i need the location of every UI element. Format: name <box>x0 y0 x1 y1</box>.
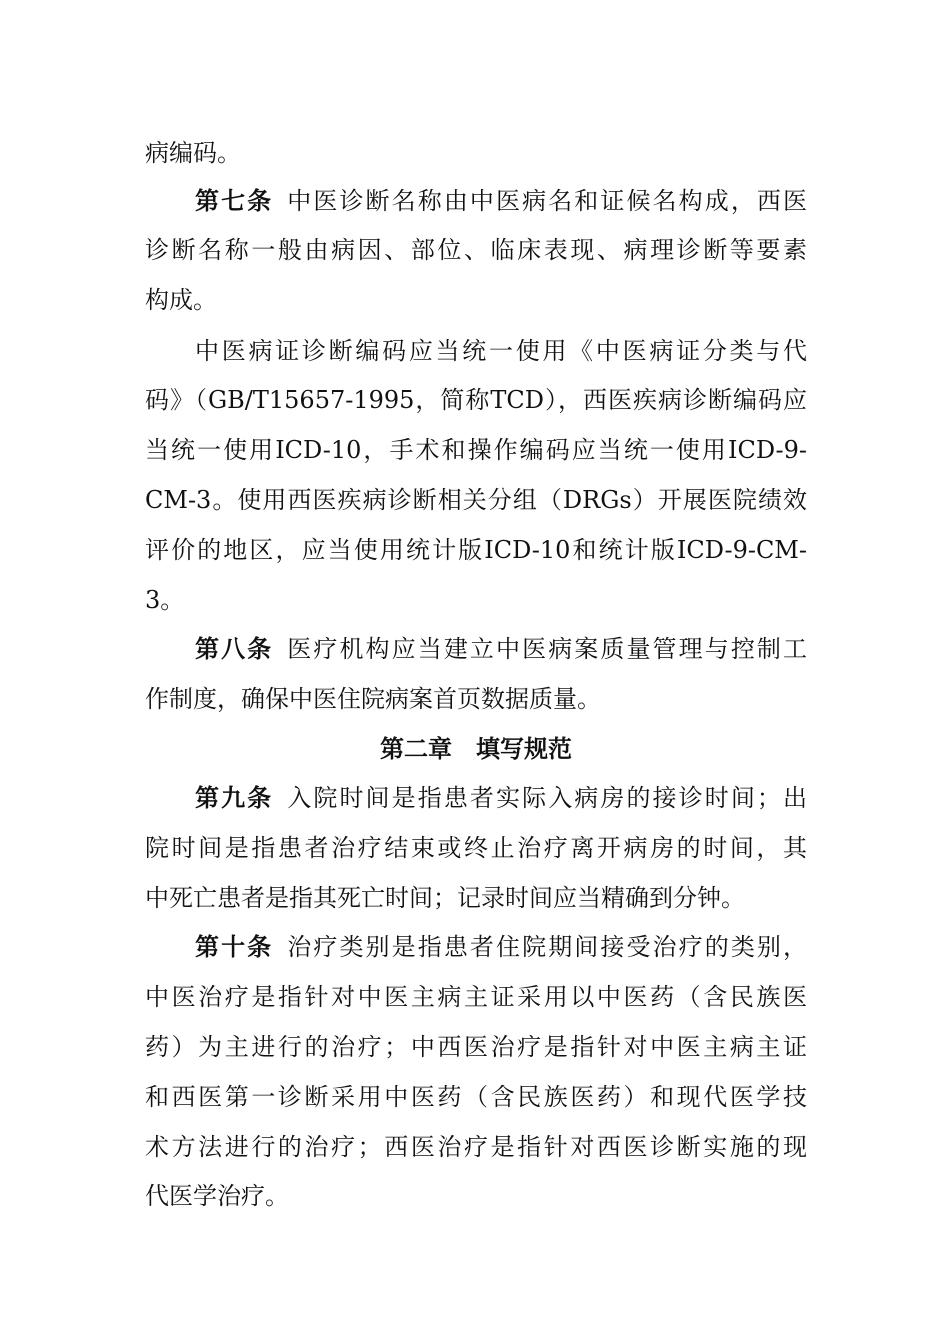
text-line: 诊断名称一般由病因、部位、临床表现、病理诊断等要素 <box>145 236 807 264</box>
article-10-label: 第十条 <box>195 933 274 961</box>
article-9-label: 第九条 <box>195 784 274 812</box>
article-9-line: 第九条 入院时间是指患者实际入病房的接诊时间；出 <box>195 784 808 812</box>
text-line: 中医治疗是指针对中医主病主证采用以中医药（含民族医 <box>145 983 807 1011</box>
text-line: 作制度，确保中医住院病案首页数据质量。 <box>145 685 601 713</box>
article-8-label: 第八条 <box>195 635 274 663</box>
article-10-line: 第十条 治疗类别是指患者住院期间接受治疗的类别， <box>195 933 808 961</box>
text-line: CM-3。使用西医疾病诊断相关分组（DRGs）开展医院绩效 <box>145 486 807 514</box>
text-line: 3。 <box>145 586 185 614</box>
text-line: 药）为主进行的治疗；中西医治疗是指针对中医主病主证 <box>145 1033 807 1061</box>
article-7-label: 第七条 <box>195 187 274 215</box>
article-8-line: 第八条 医疗机构应当建立中医病案质量管理与控制工 <box>195 635 808 663</box>
chapter-title: 第二章 填写规范 <box>380 735 572 763</box>
text-line: 院时间是指患者治疗结束或终止治疗离开病房的时间，其 <box>145 834 807 862</box>
text-line: 代医学治疗。 <box>145 1182 289 1210</box>
text-line: 中死亡患者是指其死亡时间；记录时间应当精确到分钟。 <box>145 884 745 912</box>
text-line: 病编码。 <box>145 139 241 167</box>
text-line: 当统一使用ICD-10，手术和操作编码应当统一使用ICD-9- <box>145 436 807 464</box>
text-line: 中医病证诊断编码应当统一使用《中医病证分类与代 <box>195 337 807 365</box>
text-line: 构成。 <box>145 286 217 314</box>
article-7-line: 第七条 中医诊断名称由中医病名和证候名构成，西医 <box>195 187 808 215</box>
text-line: 评价的地区，应当使用统计版ICD-10和统计版ICD-9-CM- <box>145 536 807 564</box>
text-line: 术方法进行的治疗；西医治疗是指针对西医诊断实施的现 <box>145 1133 807 1161</box>
text-line: 和西医第一诊断采用中医药（含民族医药）和现代医学技 <box>145 1083 807 1111</box>
text-line: 码》（GB/T15657-1995，简称TCD），西医疾病诊断编码应 <box>145 386 807 414</box>
